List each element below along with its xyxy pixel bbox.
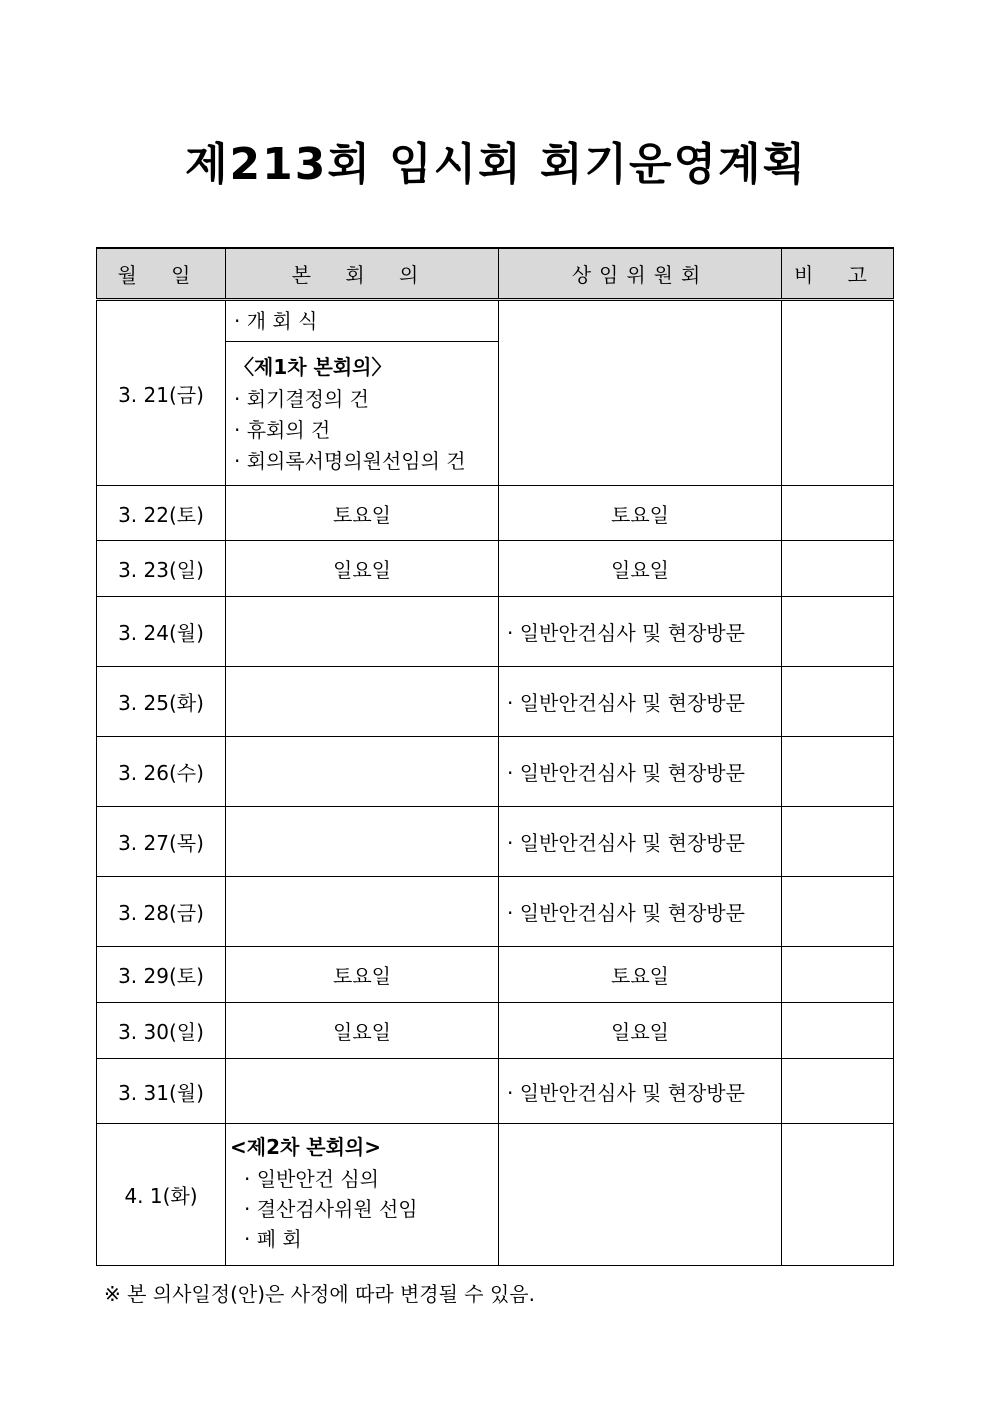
header-date: 월 일: [97, 248, 226, 300]
schedule-table: [96, 247, 894, 1266]
date-cell: 3. 22(토): [97, 486, 226, 541]
table-row: [97, 300, 894, 486]
note-cell: [782, 1124, 894, 1266]
agenda-item: · 일반안건 심의: [244, 1167, 379, 1191]
session-block: [226, 342, 498, 481]
plenary-cell: 일요일: [226, 1003, 499, 1059]
date-cell: 3. 28(금): [97, 877, 226, 947]
note-cell: [782, 300, 894, 486]
header-committee: 상임위원회: [499, 248, 782, 300]
committee-cell: · 일반안건심사 및 현장방문: [499, 1059, 782, 1124]
date-cell: 3. 31(월): [97, 1059, 226, 1124]
plenary-cell: 일요일: [226, 541, 499, 597]
table-row: [97, 1003, 894, 1059]
table-row: [97, 737, 894, 807]
table-row: [97, 947, 894, 1003]
date-cell: 3. 25(화): [97, 667, 226, 737]
agenda-item: · 회의록서명의원선임의 건: [234, 449, 466, 473]
note-cell: [782, 597, 894, 667]
committee-cell: · 일반안건심사 및 현장방문: [499, 667, 782, 737]
note-cell: [782, 807, 894, 877]
header-row: [97, 248, 894, 300]
date-cell: 3. 27(목): [97, 807, 226, 877]
table-row: [97, 597, 894, 667]
date-cell: 3. 21(금): [97, 300, 226, 486]
session-block: [226, 1124, 498, 1258]
committee-cell: 토요일: [499, 947, 782, 1003]
note-cell: [782, 1059, 894, 1124]
header-plenary: 본 회 의: [226, 248, 499, 300]
plenary-cell: [226, 807, 499, 877]
note-cell: [782, 667, 894, 737]
committee-cell: 일요일: [499, 1003, 782, 1059]
table-row: [97, 667, 894, 737]
plenary-cell: [226, 667, 499, 737]
note-cell: [782, 737, 894, 807]
date-cell: 3. 29(토): [97, 947, 226, 1003]
agenda-item: · 휴회의 건: [234, 418, 331, 442]
note-cell: [782, 947, 894, 1003]
table-row: [97, 486, 894, 541]
page-title: 제213회 임시회 회기운영계획: [184, 139, 808, 190]
committee-cell: 일요일: [499, 541, 782, 597]
agenda-item: · 결산검사위원 선임: [244, 1197, 418, 1221]
footnote: ※ 본 의사일정(안)은 사정에 따라 변경될 수 있음.: [104, 1282, 535, 1306]
date-cell: 4. 1(화): [97, 1124, 226, 1266]
date-cell: 3. 23(일): [97, 541, 226, 597]
note-cell: [782, 877, 894, 947]
header-note: 비 고: [782, 248, 894, 300]
table-row: [97, 541, 894, 597]
plenary-cell: 토요일: [226, 947, 499, 1003]
table-row: [97, 1059, 894, 1124]
committee-cell: · 일반안건심사 및 현장방문: [499, 737, 782, 807]
table-row: [97, 877, 894, 947]
committee-cell: [499, 1124, 782, 1266]
table-row: [97, 807, 894, 877]
session-title: <제2차 본회의>: [230, 1135, 381, 1159]
agenda-item: · 폐 회: [244, 1227, 302, 1251]
committee-cell: 토요일: [499, 486, 782, 541]
plenary-cell: 토요일: [226, 486, 499, 541]
agenda-item: · 회기결정의 건: [234, 387, 369, 411]
date-cell: 3. 26(수): [97, 737, 226, 807]
table-row: [97, 1124, 894, 1266]
committee-cell: · 일반안건심사 및 현장방문: [499, 877, 782, 947]
committee-cell: · 일반안건심사 및 현장방문: [499, 807, 782, 877]
committee-cell: · 일반안건심사 및 현장방문: [499, 597, 782, 667]
committee-cell: [499, 300, 782, 486]
plenary-cell: [226, 597, 499, 667]
opening-ceremony: · 개 회 식: [226, 301, 498, 342]
note-cell: [782, 486, 894, 541]
plenary-cell: [226, 300, 499, 486]
date-cell: 3. 24(월): [97, 597, 226, 667]
plenary-cell: [226, 1059, 499, 1124]
plenary-cell: [226, 877, 499, 947]
note-cell: [782, 541, 894, 597]
date-cell: 3. 30(일): [97, 1003, 226, 1059]
session-title: 〈제1차 본회의〉: [234, 355, 392, 379]
plenary-cell: [226, 1124, 499, 1266]
plenary-cell: [226, 737, 499, 807]
note-cell: [782, 1003, 894, 1059]
